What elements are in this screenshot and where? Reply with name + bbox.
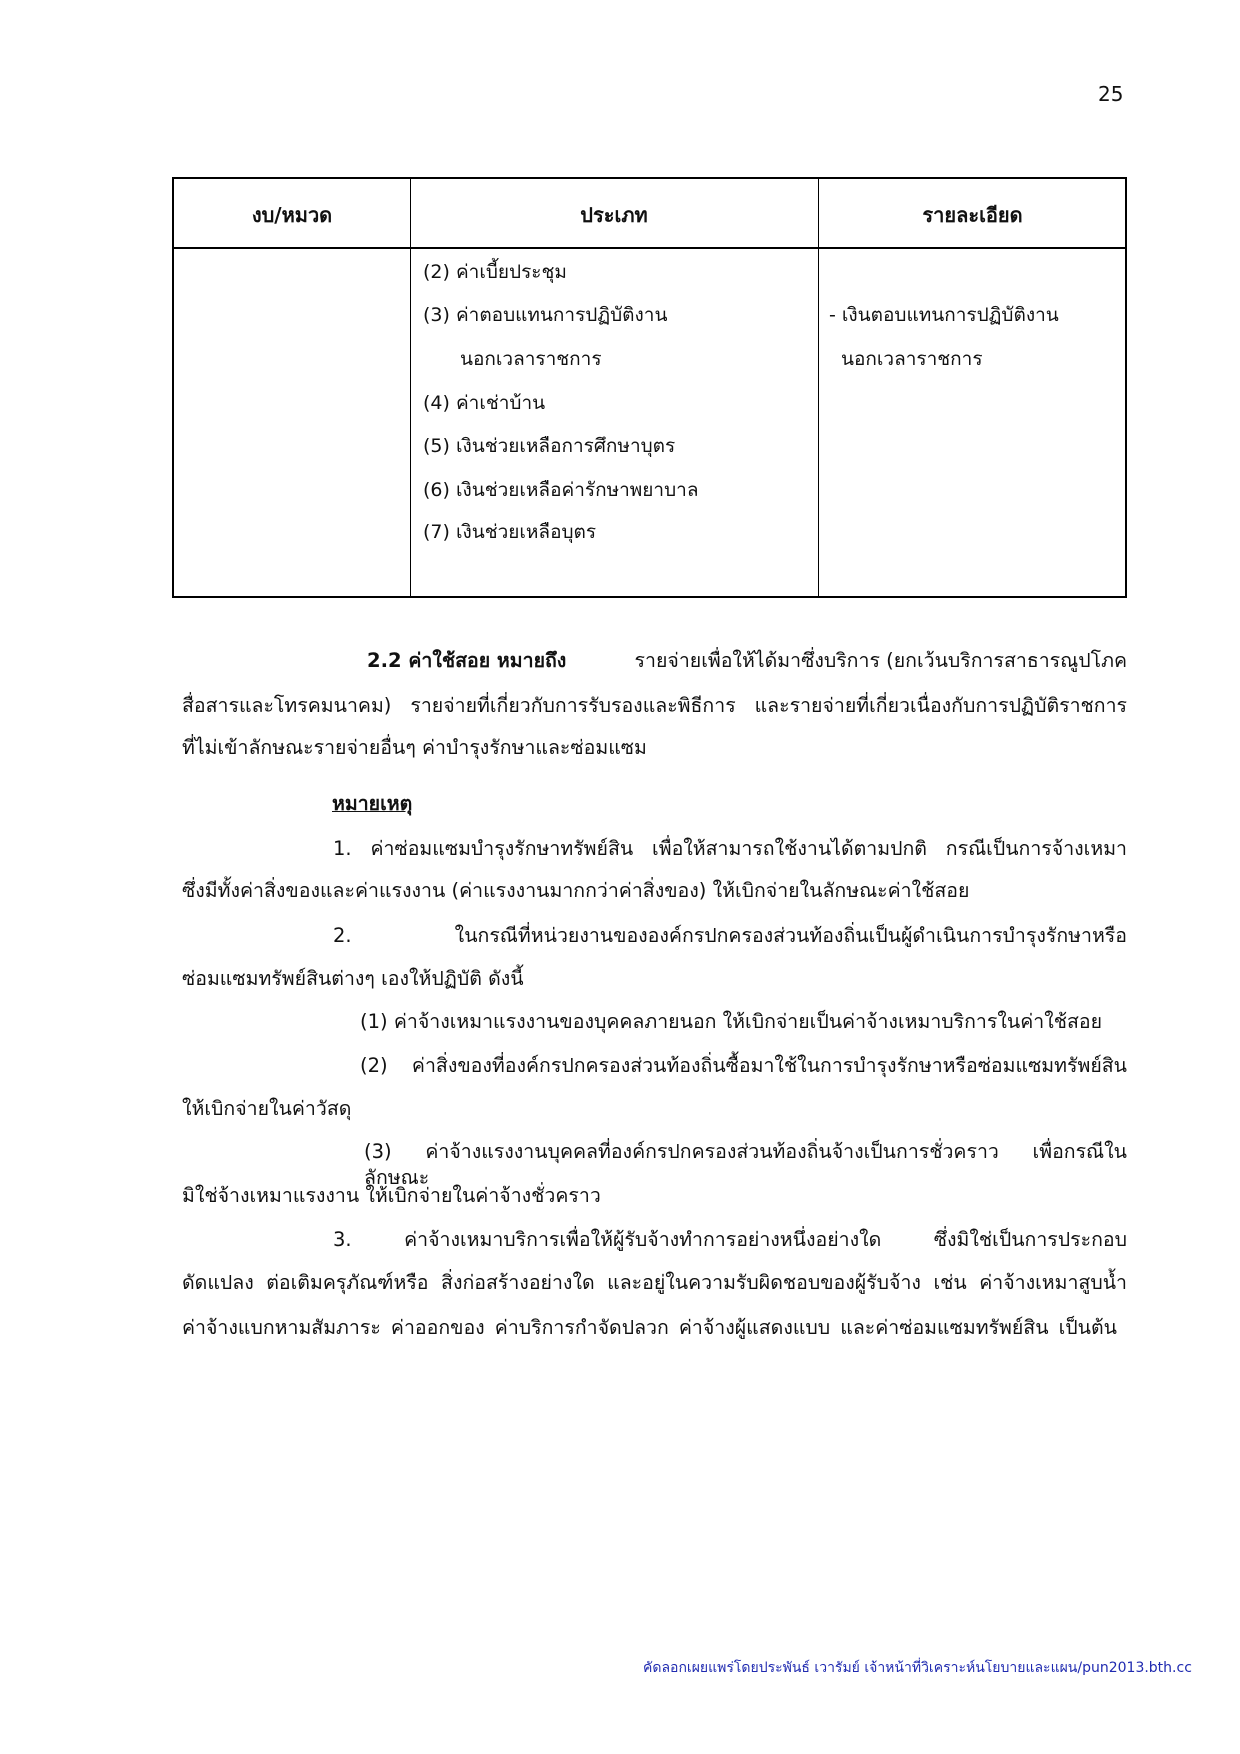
type-item: (5) เงินช่วยเหลือการศึกษาบุตร: [423, 435, 676, 457]
section-text: ที่ไม่เข้าลักษณะรายจ่ายอื่นๆ ค่าบำรุงรักษาและซ่อมแซม: [182, 736, 647, 759]
note-line: (3) ค่าจ้างแรงงานบุคคลที่องค์กรปกครองส่วนท้องถิ่นจ้างเป็นการชั่วคราว เพื่อกรณีในลักษณะ: [364, 1140, 1127, 1189]
section-heading: 2.2 ค่าใช้สอย หมายถึง: [367, 649, 567, 672]
note-line: ให้เบิกจ่ายในค่าวัสดุ: [182, 1097, 352, 1120]
detail-item: นอกเวลาราชการ: [841, 348, 983, 370]
type-item: นอกเวลาราชการ: [460, 348, 602, 370]
note-line: ค่าจ้างแบกหามสัมภาระ ค่าออกของ ค่าบริการกำจัดปลวก ค่าจ้างผู้แสดงแบบ และค่าซ่อมแซมทรัพย์สิน เป็นต้น: [182, 1316, 1117, 1339]
section-text: สื่อสารและโทรคมนาคม) รายจ่ายที่เกี่ยวกับการรับรองและพิธีการ และรายจ่ายที่เกี่ยวเนื่องกับการปฏิบัติราชการ: [182, 694, 1127, 717]
header-type: ประเภท: [580, 203, 648, 227]
type-item: (7) เงินช่วยเหลือบุตร: [423, 521, 597, 543]
type-item: (4) ค่าเช่าบ้าน: [423, 392, 546, 414]
type-item: (6) เงินช่วยเหลือค่ารักษาพยาบาล: [423, 479, 699, 501]
note-line: 3. ค่าจ้างเหมาบริการเพื่อให้ผู้รับจ้างทำการอย่างหนึ่งอย่างใด ซึ่งมิใช่เป็นการประกอบ: [333, 1228, 1127, 1251]
section-text: รายจ่ายเพื่อให้ได้มาซึ่งบริการ (ยกเว้นบริการสาธารณูปโภค: [634, 649, 1127, 672]
note-line: 2. ในกรณีที่หน่วยงานขององค์กรปกครองส่วนท้องถิ่นเป็นผู้ดำเนินการบำรุงรักษาหรือ: [333, 924, 1127, 947]
note-line: ดัดแปลง ต่อเติมครุภัณฑ์หรือ สิ่งก่อสร้างอย่างใด และอยู่ในความรับผิดชอบของผู้รับจ้าง เช่น ค่าจ้างเหมาสูบน้ำ: [182, 1271, 1127, 1294]
footer-credit: คัดลอกเผยแพร่โดยประพันธ์ เวารัมย์ เจ้าหน้าที่วิเคราะห์นโยบายและแผน/pun2013.bth.cc: [643, 1660, 1192, 1676]
note-line: ซ่อมแซมทรัพย์สินต่างๆ เองให้ปฏิบัติ ดังนี้: [182, 967, 524, 990]
header-detail: รายละเอียด: [922, 203, 1023, 227]
column-divider: [818, 179, 819, 596]
note-line: (1) ค่าจ้างเหมาแรงงานของบุคคลภายนอก ให้เบิกจ่ายเป็นค่าจ้างเหมาบริการในค่าใช้สอย: [360, 1010, 1102, 1033]
type-item: (2) ค่าเบี้ยประชุม: [423, 261, 567, 283]
type-item: (3) ค่าตอบแทนการปฏิบัติงาน: [423, 304, 668, 326]
section-heading-line: [367, 648, 1127, 674]
header-divider: [174, 247, 1125, 249]
note-line: มิใช่จ้างเหมาแรงงาน ให้เบิกจ่ายในค่าจ้างชั่วคราว: [182, 1184, 601, 1207]
note-line: ซึ่งมีทั้งค่าสิ่งของและค่าแรงงาน (ค่าแรงงานมากกว่าค่าสิ่งของ) ให้เบิกจ่ายในลักษณะค่าใช้สอย: [182, 879, 970, 902]
detail-item: - เงินตอบแทนการปฏิบัติงาน: [829, 304, 1059, 326]
column-divider: [410, 179, 411, 596]
note-line: (2) ค่าสิ่งของที่องค์กรปกครองส่วนท้องถิ่นซื้อมาใช้ในการบำรุงรักษาหรือซ่อมแซมทรัพย์สิน: [360, 1054, 1127, 1077]
header-category: งบ/หมวด: [251, 203, 333, 227]
page-number: 25: [1098, 82, 1124, 106]
note-line: 1. ค่าซ่อมแซมบำรุงรักษาทรัพย์สิน เพื่อให้สามารถใช้งานได้ตามปกติ กรณีเป็นการจ้างเหมา: [333, 837, 1127, 860]
budget-table: [172, 177, 1127, 598]
note-title: หมายเหตุ: [332, 792, 413, 815]
